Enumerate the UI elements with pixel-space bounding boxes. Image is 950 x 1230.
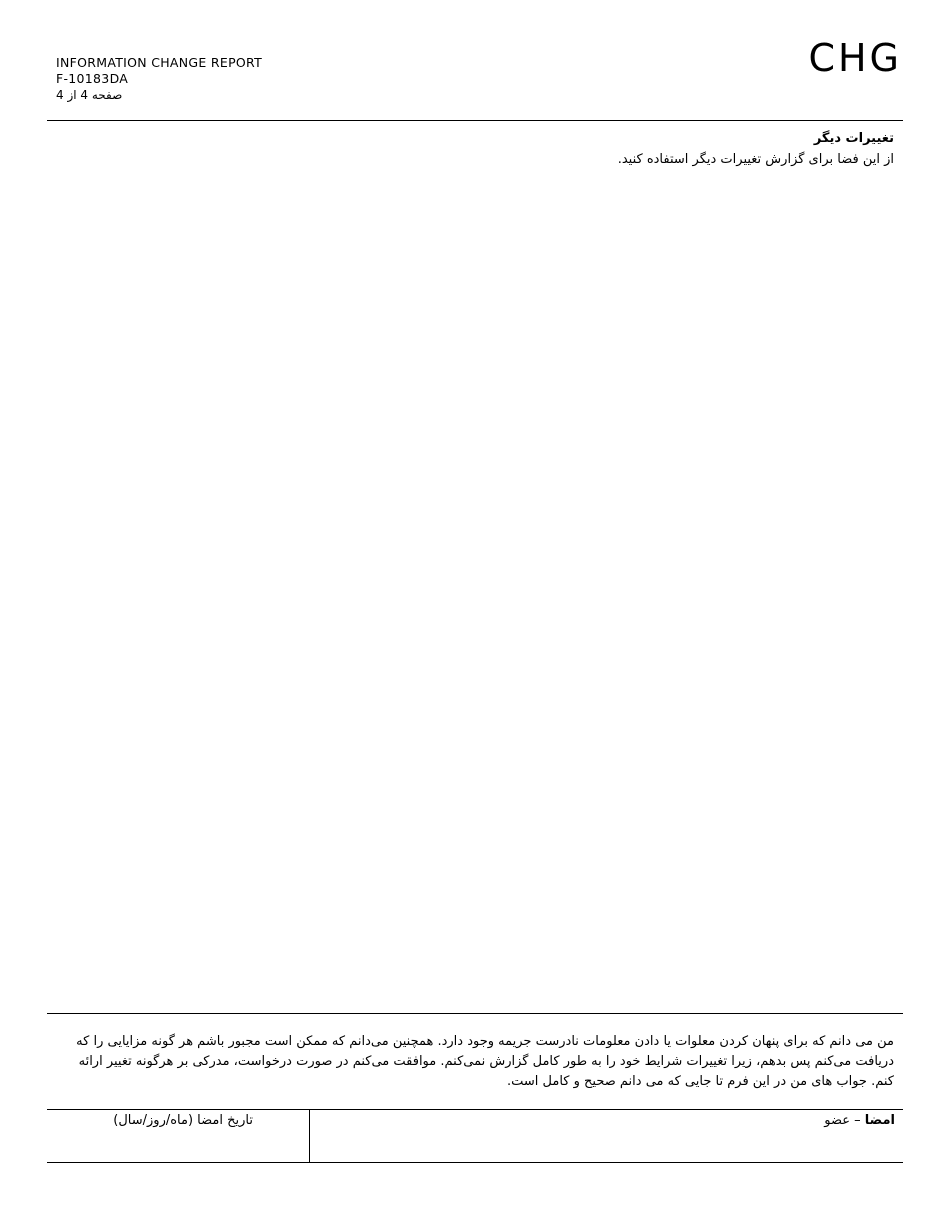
other-changes-writing-area[interactable] <box>47 175 903 1010</box>
signature-block <box>47 1109 903 1163</box>
form-header-info <box>56 55 262 103</box>
header-divider <box>47 120 903 121</box>
page-number: صفحه 4 از 4 <box>56 88 123 102</box>
form-title: INFORMATION CHANGE REPORT <box>56 55 263 70</box>
signature-label-bold: امضا <box>864 1113 895 1128</box>
other-changes-title: تغییرات دیگر <box>813 131 894 146</box>
signature-date-field[interactable] <box>47 1110 261 1162</box>
form-number: F-10183DA <box>56 71 129 86</box>
form-code: CHG <box>808 36 902 80</box>
other-changes-description: از این فضا برای گزارش تغییرات دیگر استفاده کنید. <box>617 152 894 167</box>
member-signature-label <box>824 1113 895 1128</box>
certification-statement: من می دانم که برای پنهان کردن معلوات یا دادن معلومات نادرست جریمه وجود دارد. همچنین می‌دانم که ممکن است مجبور باشم هر گونه مزایایی را که دریافت می‌کنم پس بدهم، زیرا تغییرات شرایط خود را به طور کامل گزارش نمی‌کنم. موافقت می‌کنم در صورت درخواست، مدرکی بر هرگونه تغییر ارائه کنم. جواب های من در این فرم تا جایی که می دانم صحیح و کامل است. <box>76 1034 894 1089</box>
signature-date-label: تاریخ امضا (ماه/روز/سال) <box>113 1113 253 1128</box>
member-signature-field[interactable] <box>309 1110 903 1162</box>
signature-label-member: – عضو <box>824 1113 865 1128</box>
certification-divider <box>47 1013 903 1014</box>
